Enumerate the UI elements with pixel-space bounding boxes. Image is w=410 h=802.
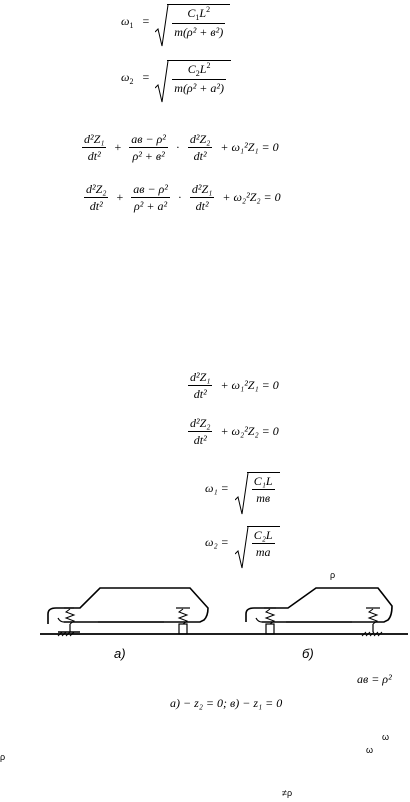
omega1-formula: $\omega_1$ = $\frac{C_1L^2}{\text{m(ρ² + в²)}}$	[118, 4, 230, 39]
omega2-simplified: ω₂ = $\frac{\text{C₂L}}{ma}$	[202, 526, 280, 559]
car-a	[48, 588, 208, 636]
figure-label-a: а)	[114, 646, 126, 661]
figure-label-b: б)	[302, 646, 314, 661]
sqrt-omega1: $\frac{C_1L^2}{\text{m(ρ² + в²)}}$	[155, 4, 230, 39]
omega-fragment-1: ω	[382, 732, 390, 742]
sqrt-omega2-simplified: $\frac{\text{C₂L}}{ma}$	[235, 526, 280, 559]
car-b	[246, 588, 392, 636]
coupled-equation-2: $\frac{\text{d²Z₂}}{\text{dt²}}$ + $\frac{\text{aв − ρ²}}{\text{ρ² + a²}}$ · $\frac{\text{d²Z₁}}{\text{dt²}}$ + ω₂²Z₂ = 0	[86, 182, 281, 213]
sqrt-omega2: $\frac{C_2L^2}{\text{m(ρ² + a²)}}$	[155, 60, 231, 95]
omega-fragment-2: ω	[366, 745, 374, 755]
sqrt-omega1-simplified: $\frac{\text{C₁L}}{mв}$	[235, 472, 280, 505]
separated-equation-1: $\frac{\text{d²Z₁}}{\text{dt²}}$ + ω₁²Z₁ = 0	[190, 370, 279, 401]
neq-rho-fragment: ≠ρ	[282, 788, 293, 798]
car-suspension-figure	[40, 582, 408, 662]
separated-equation-2: $\frac{\text{d²Z₂}}{\text{dt²}}$ + ω₂²Z₂ = 0	[190, 416, 279, 447]
rho-fragment-top: ρ	[330, 570, 336, 580]
rho-fragment-left: ρ	[0, 752, 6, 762]
omega2-formula: $\omega_2$ = $\frac{C_2L^2}{\text{m(ρ² + a²)}}$	[118, 60, 231, 95]
cases-line: a) − z₂ = 0; в) − z₁ = 0	[170, 696, 283, 710]
coupled-equation-1: $\frac{\text{d²Z₁}}{\text{dt²}}$ + $\frac{\text{aв − ρ²}}{\text{ρ² + в²}}$ · $\frac{\text{d²Z₂}}{\text{dt²}}$ + ω₁²Z₁ = 0	[84, 132, 279, 163]
omega1-simplified: ω₁ = $\frac{\text{C₁L}}{mв}$	[202, 472, 280, 505]
condition-fragment: aв = ρ²	[357, 672, 392, 686]
